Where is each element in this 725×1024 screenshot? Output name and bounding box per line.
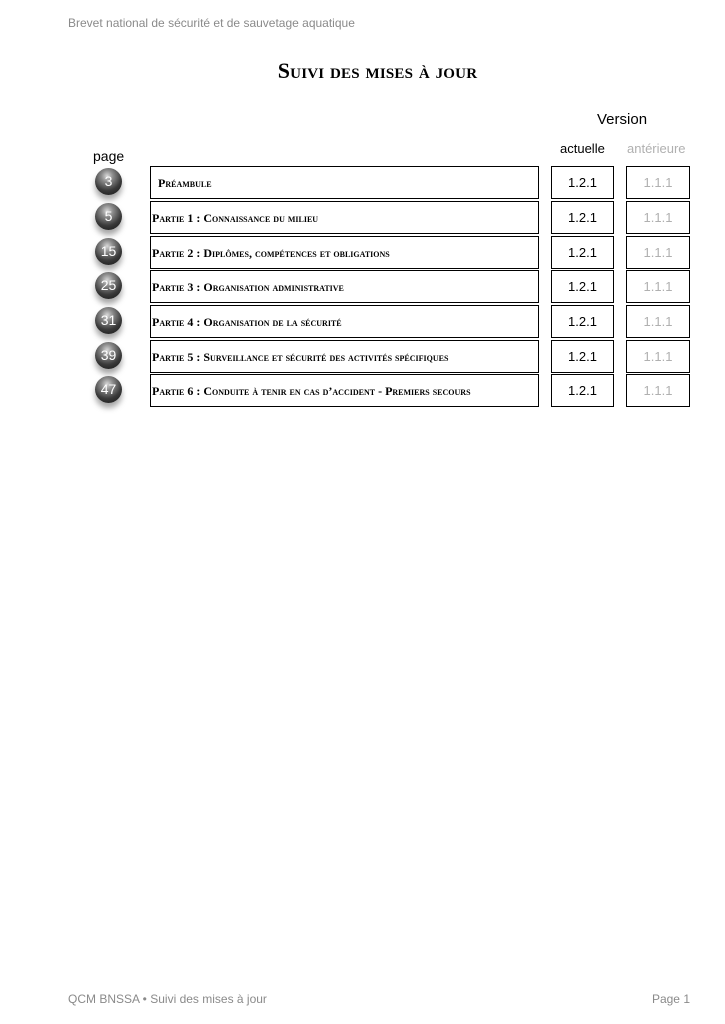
page-number-badge[interactable]: 25 — [95, 272, 122, 299]
current-version-cell: 1.2.1 — [551, 201, 614, 234]
chapter-cell[interactable] — [150, 201, 539, 234]
current-version-heading: actuelle — [560, 141, 605, 156]
chapter-title: Partie 5 : Surveillance et sécurité des activités spécifiques — [152, 350, 449, 364]
footer-page-number: Page 1 — [651, 992, 690, 1006]
current-version-cell: 1.2.1 — [551, 305, 614, 338]
chapter-title: Partie 3 : Organisation administrative — [152, 280, 344, 294]
chapter-title: Partie 2 : Diplômes, compétences et obligations — [152, 246, 390, 260]
document-header: Brevet national de sécurité et de sauvetage aquatique — [68, 16, 355, 30]
current-version-cell: 1.2.1 — [551, 340, 614, 373]
chapter-cell[interactable] — [150, 305, 539, 338]
current-version-cell: 1.2.1 — [551, 270, 614, 303]
previous-version-cell: 1.1.1 — [626, 166, 690, 199]
page-number-badge[interactable]: 39 — [95, 342, 122, 369]
chapter-title: Préambule — [158, 176, 212, 190]
chapter-title: Partie 4 : Organisation de la sécurité — [152, 315, 342, 329]
current-version-cell: 1.2.1 — [551, 236, 614, 269]
table-row — [0, 374, 725, 409]
current-version-cell: 1.2.1 — [551, 374, 614, 407]
chapter-title: Partie 1 : Connaissance du milieu — [152, 211, 319, 225]
page-number-badge[interactable]: 47 — [95, 376, 122, 403]
current-version-cell: 1.2.1 — [551, 166, 614, 199]
previous-version-heading: antérieure — [627, 141, 686, 156]
chapter-cell[interactable] — [150, 340, 539, 373]
page-column-heading: page — [93, 148, 125, 164]
previous-version-cell: 1.1.1 — [626, 236, 690, 269]
page-number-badge[interactable]: 5 — [95, 203, 122, 230]
chapter-cell[interactable] — [150, 166, 539, 199]
footer-document-name: QCM BNSSA • Suivi des mises à jour — [68, 992, 267, 1006]
chapter-cell[interactable] — [150, 236, 539, 269]
chapter-title: Partie 6 : Conduite à tenir en cas d’accident - Premiers secours — [152, 384, 471, 398]
chapter-cell[interactable] — [150, 374, 539, 407]
previous-version-cell: 1.1.1 — [626, 340, 690, 373]
table-row — [0, 305, 725, 340]
table-row — [0, 270, 725, 305]
table-row — [0, 340, 725, 375]
table-row — [0, 166, 725, 201]
page-number-badge[interactable]: 3 — [95, 168, 122, 195]
previous-version-cell: 1.1.1 — [626, 374, 690, 407]
page-number-badge[interactable]: 15 — [95, 238, 122, 265]
table-row — [0, 201, 725, 236]
chapter-cell[interactable] — [150, 270, 539, 303]
page-number-badge[interactable]: 31 — [95, 307, 122, 334]
previous-version-cell: 1.1.1 — [626, 305, 690, 338]
previous-version-cell: 1.1.1 — [626, 201, 690, 234]
version-column-heading: Version — [597, 111, 648, 128]
page-title: Suivi des mises à jour — [277, 58, 478, 83]
previous-version-cell: 1.1.1 — [626, 270, 690, 303]
table-row — [0, 236, 725, 271]
